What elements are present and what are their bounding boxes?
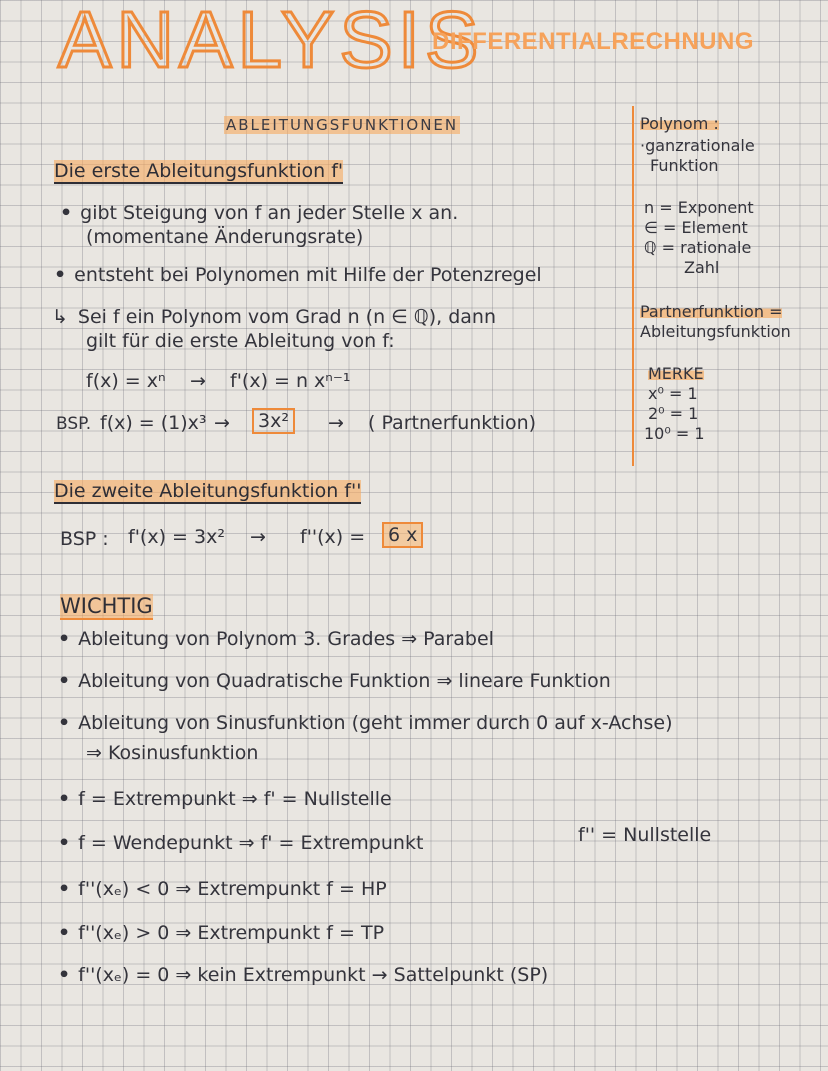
- bullet-steigung: • gibt Steigung von f an jeder Stelle x an.: [60, 202, 459, 224]
- sidebar-divider: [632, 106, 634, 466]
- wichtig-item: • Ableitung von Quadratische Funktion ⇒ lineare Funktion: [58, 670, 611, 692]
- sidebar-merke-3: 10⁰ = 1: [644, 424, 705, 443]
- sidebar-polynom-line2: Funktion: [650, 156, 719, 175]
- formula-arrow: →: [190, 370, 206, 392]
- sidebar-polynom-line1: ·ganzrationale: [640, 136, 755, 155]
- example2-result: 6 x: [382, 522, 423, 548]
- sidebar-partner-line1: Partnerfunktion =: [640, 302, 783, 321]
- bullet-steigung-detail: (momentane Änderungsrate): [86, 226, 364, 248]
- example1-arrow: →: [214, 412, 230, 434]
- example1-lhs: f(x) = (1)x³: [100, 412, 207, 434]
- wichtig-item: • f''(xₑ) < 0 ⇒ Extrempunkt f = HP: [58, 878, 387, 900]
- wichtig-item: • f''(xₑ) > 0 ⇒ Extrempunkt f = TP: [58, 922, 385, 944]
- wichtig-item: • f = Wendepunkt ⇒ f' = Extrempunkt: [58, 832, 424, 854]
- bullet-potenzregel: • entsteht bei Polynomen mit Hilfe der Potenzregel: [54, 264, 542, 286]
- wichtig-item-continued: ⇒ Kosinusfunktion: [86, 742, 259, 764]
- sidebar-merke-2: 2⁰ = 1: [648, 404, 699, 423]
- wichtig-heading: WICHTIG: [60, 594, 153, 618]
- page-title: ANALYSIS: [58, 0, 484, 84]
- sidebar-legend-q1: ℚ = rationale: [644, 238, 752, 257]
- page-subtitle: DIFFERENTIALRECHNUNG: [432, 28, 754, 55]
- example2-mid: f''(x) =: [300, 526, 366, 548]
- example2-label: BSP :: [60, 528, 109, 550]
- section1-heading: Die erste Ableitungsfunktion f': [54, 160, 344, 182]
- example2-arrow: →: [250, 526, 266, 548]
- formula-rhs: f'(x) = n xⁿ⁻¹: [230, 370, 351, 392]
- wichtig-item: • f = Extrempunkt ⇒ f' = Nullstelle: [58, 788, 392, 810]
- sidebar-partner-line2: Ableitungsfunktion: [640, 322, 791, 341]
- sidebar-merke-1: x⁰ = 1: [648, 384, 698, 403]
- sidebar-legend-q2: Zahl: [684, 258, 720, 277]
- example1-note: ( Partnerfunktion): [368, 412, 537, 434]
- example1-result: 3x²: [252, 408, 295, 434]
- sidebar-polynom-title: Polynom :: [640, 114, 719, 133]
- rule-line2: gilt für die erste Ableitung von f:: [86, 330, 395, 352]
- example1-arrow2: →: [328, 412, 344, 434]
- wichtig-item-aside: f'' = Nullstelle: [578, 824, 712, 846]
- sidebar-legend-e: ∈ = Element: [644, 218, 748, 237]
- formula-lhs: f(x) = xⁿ: [86, 370, 166, 392]
- example2-lhs: f'(x) = 3x²: [128, 526, 225, 548]
- wichtig-item: • Ableitung von Polynom 3. Grades ⇒ Parabel: [58, 628, 494, 650]
- section2-heading: Die zweite Ableitungsfunktion f'': [54, 480, 362, 502]
- sidebar-legend-n: n = Exponent: [644, 198, 754, 217]
- topic-heading: ABLEITUNGSFUNKTIONEN: [226, 116, 459, 134]
- example1-label: BSP.: [56, 414, 92, 434]
- wichtig-item: • f''(xₑ) = 0 ⇒ kein Extrempunkt → Sattelpunkt (SP): [58, 964, 549, 986]
- rule-line1: ↳ Sei f ein Polynom vom Grad n (n ∈ ℚ), dann: [52, 306, 497, 328]
- arrow-icon: ↳: [52, 306, 68, 328]
- sidebar-merke-title: MERKE: [648, 364, 704, 383]
- wichtig-item: • Ableitung von Sinusfunktion (geht immer durch 0 auf x-Achse): [58, 712, 673, 734]
